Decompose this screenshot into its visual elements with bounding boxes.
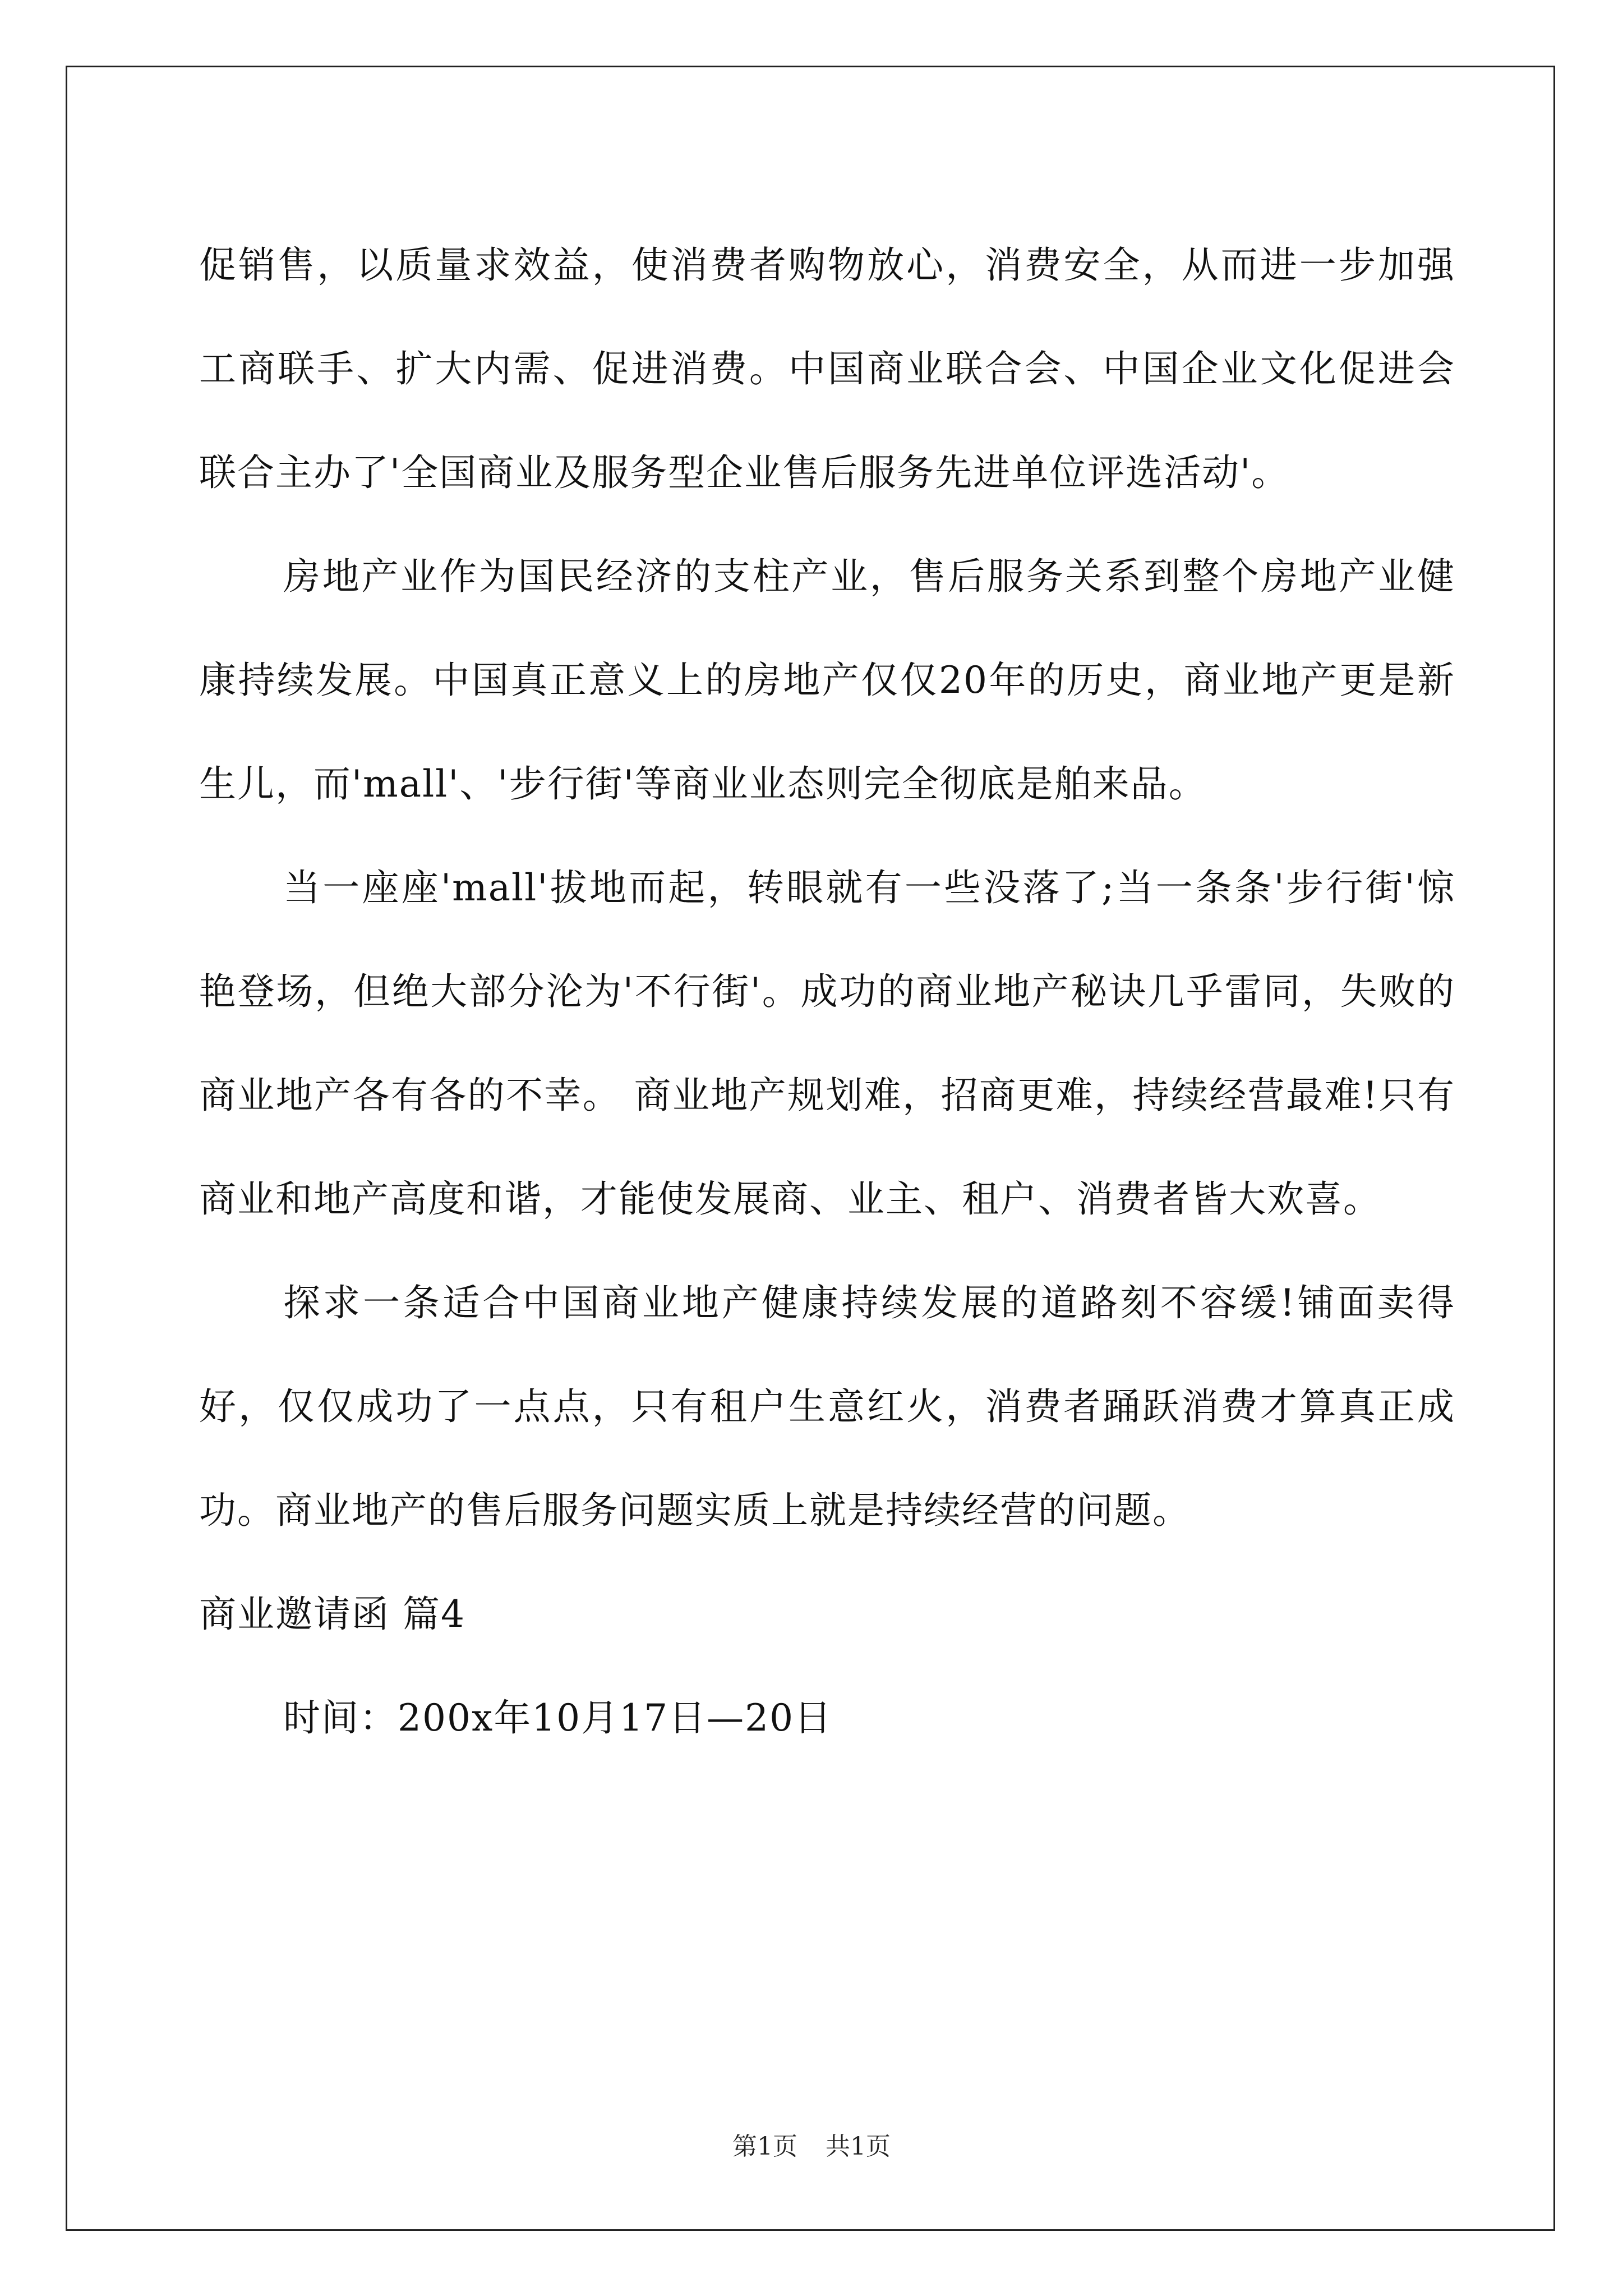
section-heading: 商业邀请函 篇4 — [199, 1593, 465, 1636]
paragraph-4: 探求一条适合中国商业地产健康持续发展的道路刻不容缓!铺面卖得好，仅仅成功了一点点，只有租户生意红火，消费者踊跃消费才算真正成功。商业地产的售后服务问题实质上就是持续经营的问题。 — [199, 1281, 1455, 1532]
page-number-total: 共1页 — [826, 2132, 891, 2161]
page-number-current: 第1页 — [732, 2132, 797, 2161]
time-line: 时间：200x年10月17日—20日 — [283, 1696, 833, 1740]
page-footer — [0, 2126, 1623, 2162]
paragraph-1: 促销售，以质量求效益，使消费者购物放心，消费安全，从而进一步加强工商联手、扩大内需、促进消费。中国商业联合会、中国企业文化促进会联合主办了'全国商业及服务型企业售后服务先进单位评选活动'。 — [199, 243, 1455, 494]
paragraph-2: 房地产业作为国民经济的支柱产业，售后服务关系到整个房地产业健康持续发展。中国真正意义上的房地产仅仅20年的历史，商业地产更是新生儿，而'mall'、'步行街'等商业业态则完全彻底是舶来品。 — [199, 555, 1455, 806]
document-body — [199, 213, 1455, 1770]
paragraph-3: 当一座座'mall'拔地而起，转眼就有一些没落了;当一条条'步行街'惊艳登场，但绝大部分沦为'不行街'。成功的商业地产秘诀几乎雷同，失败的商业地产各有各的不幸。 商业地产规划难，招商更难，持续经营最难!只有商业和地产高度和谐，才能使发展商、业主、租户、消费者皆大欢喜。 — [199, 866, 1455, 1221]
